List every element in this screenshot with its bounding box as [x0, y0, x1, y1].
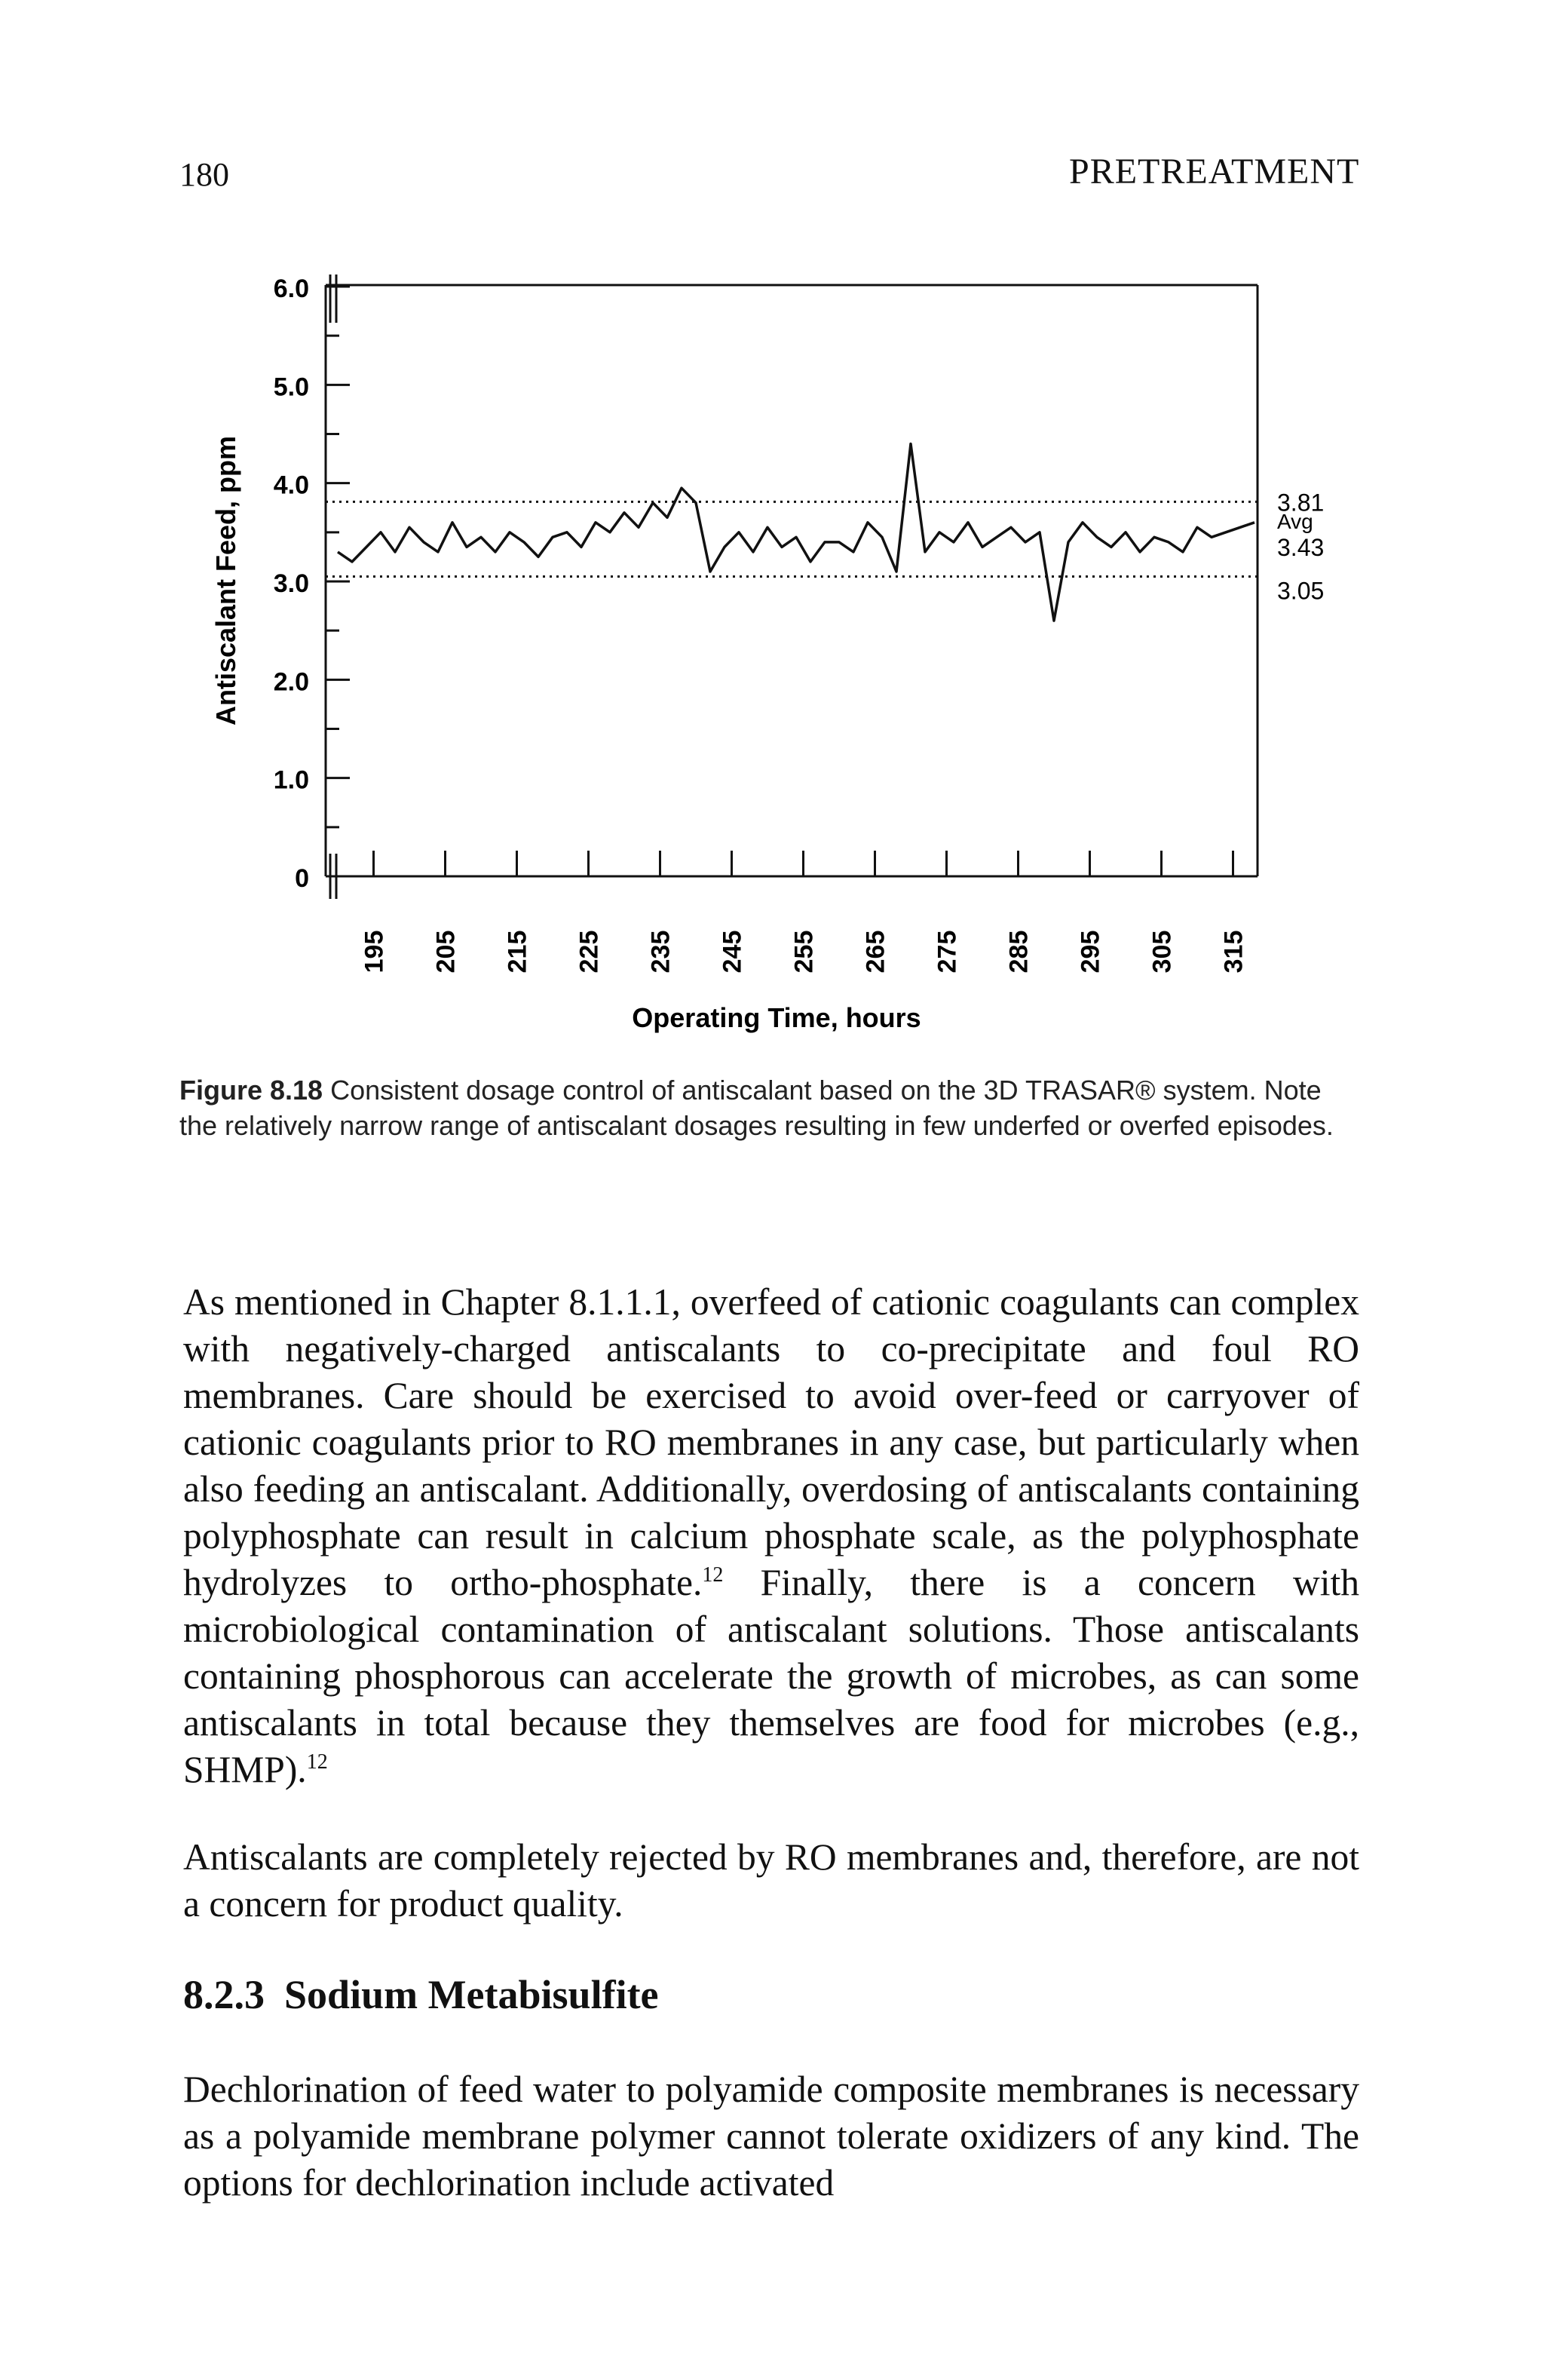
figure-caption — [179, 1072, 1363, 1143]
figure-label: Figure 8.18 — [179, 1075, 323, 1106]
x-tick-label: 195 — [360, 930, 389, 974]
paragraph-2-text: Antiscalants are completely rejected by RO membranes and, therefore, are not a concern for product quality. — [183, 1836, 1359, 1925]
y-tick-label: 2.0 — [273, 667, 309, 697]
section-heading — [183, 1971, 659, 2018]
section-title: Sodium Metabisulfite — [284, 1972, 659, 2017]
x-tick-label: 255 — [789, 930, 819, 974]
y-tick-label: 0 — [295, 864, 309, 893]
y-tick-label: 3.0 — [273, 569, 309, 598]
x-tick-label: 295 — [1076, 930, 1105, 974]
y-tick-label: 6.0 — [273, 274, 309, 303]
reference-superscript: 12 — [702, 1563, 724, 1587]
y-tick-label: 4.0 — [273, 471, 309, 500]
running-head: PRETREATMENT — [1069, 152, 1360, 192]
page-number: 180 — [179, 156, 229, 193]
body-paragraph-1 — [183, 1279, 1359, 1793]
x-tick-label: 245 — [718, 930, 747, 974]
y-tick-label: 1.0 — [273, 765, 309, 795]
x-tick-label: 275 — [933, 930, 962, 974]
antiscalant-feed-chart — [0, 0, 1544, 1056]
x-axis-label: Operating Time, hours — [632, 1002, 921, 1033]
x-tick-label: 215 — [503, 930, 532, 974]
y-tick-label: 5.0 — [273, 373, 309, 402]
x-tick-label: 235 — [646, 930, 676, 974]
data-series-line — [338, 444, 1254, 621]
y-axis-label: Antiscalant Feed, ppm — [210, 435, 241, 726]
right-reference-label: Avg — [1277, 509, 1313, 533]
reference-superscript: 12 — [306, 1750, 328, 1774]
x-tick-label: 285 — [1004, 930, 1034, 974]
x-tick-label: 315 — [1219, 930, 1248, 974]
body-paragraph-3 — [183, 2066, 1359, 2207]
paragraph-1-part-b: Finally, there is a concern with microbiological contamination of antiscalant solutions. Those antiscalants containing phosphorous can accelerate the growth of microbes, as can some antiscalants in total because they themselves are food for microbes (e.g., SHMP). — [183, 1562, 1359, 1790]
x-tick-label: 205 — [431, 930, 461, 974]
figure-caption-text: Consistent dosage control of antiscalant based on the 3D TRASAR® system. Note the relatively narrow range of antiscalant dosages resulting in few underfed or overfed episodes. — [179, 1075, 1334, 1141]
x-tick-label: 225 — [574, 930, 604, 974]
section-number: 8.2.3 — [183, 1972, 265, 2017]
paragraph-3-text: Dechlorination of feed water to polyamide composite membranes is necessary as a polyamide membrane polymer cannot tolerate oxidizers of any kind. The options for dechlorination include activated — [183, 2069, 1359, 2204]
right-reference-label: 3.43 — [1277, 533, 1325, 561]
right-reference-label: 3.81 — [1277, 489, 1325, 517]
body-paragraph-2 — [183, 1834, 1359, 1928]
right-reference-label: 3.05 — [1277, 577, 1325, 605]
x-tick-label: 305 — [1147, 930, 1177, 974]
x-tick-label: 265 — [861, 930, 890, 974]
paragraph-1-part-a: As mentioned in Chapter 8.1.1.1, overfeed of cationic coagulants can complex with negatively-charged antiscalants to co-precipitate and foul RO membranes. Care should be exercised to avoid over-feed or carryover of cationic coagulants prior to RO membranes in any case, but particularly when also feeding an antiscalant. Additionally, overdosing of antiscalants containing polyphosphate can result in calcium phosphate scale, as the polyphosphate hydrolyzes to ortho-phosphate. — [183, 1281, 1359, 1603]
